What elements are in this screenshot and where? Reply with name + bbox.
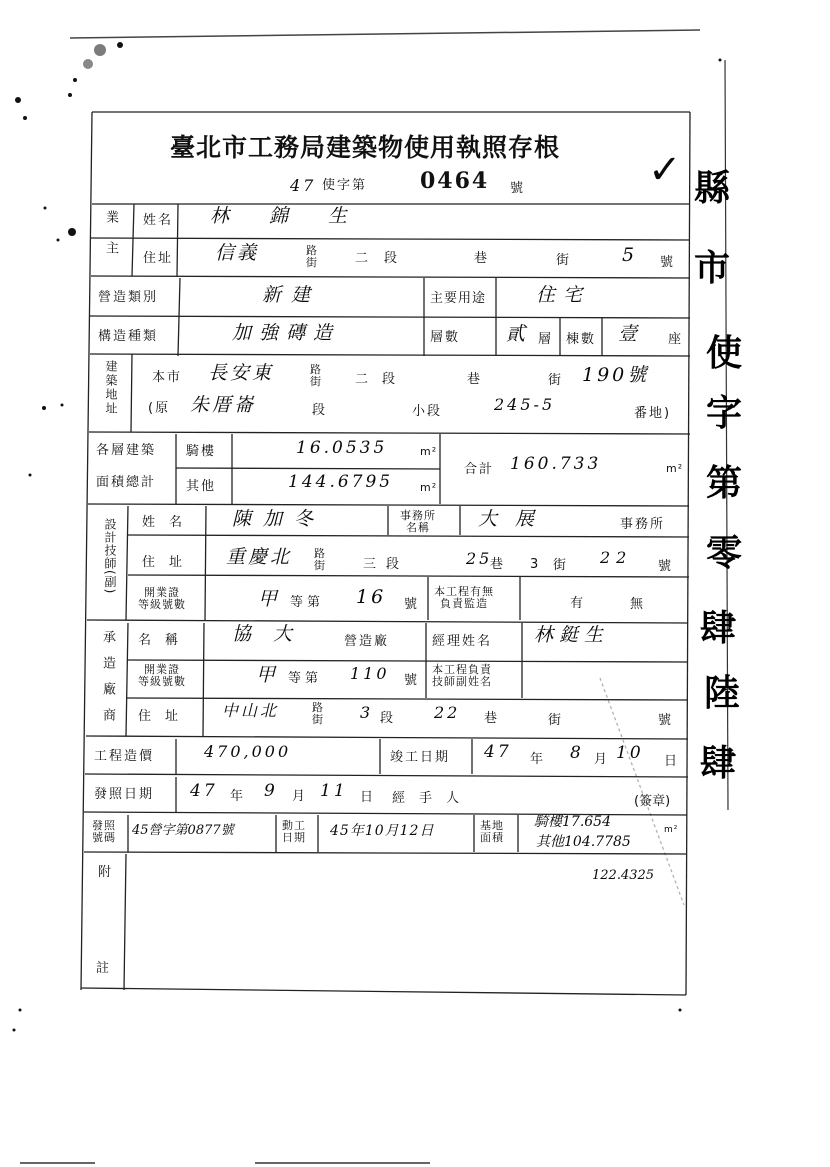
margin-char: 字 xyxy=(706,392,743,434)
area-label-line1: 各層建築 xyxy=(96,443,157,458)
designer-name: 陳加冬 xyxy=(232,508,326,530)
designer-cert-grade: 甲 xyxy=(258,588,281,610)
cost-label: 工程造價 xyxy=(94,749,155,764)
manager-name: 林鋌生 xyxy=(534,624,610,646)
permit-number-suffix: 號 xyxy=(510,181,526,196)
site-original-name: 朱厝崙 xyxy=(190,394,257,416)
owner-street-label: 街 xyxy=(556,253,572,268)
permit-number: 0464 xyxy=(420,168,490,194)
designer-lane-label: 巷 xyxy=(490,557,506,572)
completion-day: 10 xyxy=(616,743,644,763)
site-lot-label: 番地) xyxy=(634,406,672,421)
contractor-number-label: 號 xyxy=(658,713,674,728)
completion-date-label: 竣工日期 xyxy=(390,750,451,765)
site-road-label: 路 街 xyxy=(310,363,322,389)
contractor-section: 3 xyxy=(360,703,374,722)
contractor-name: 協大 xyxy=(232,623,315,645)
issue-year: 47 xyxy=(190,781,218,801)
designer-office-suffix: 事務所 xyxy=(620,517,666,532)
other-area-label: 其他 xyxy=(186,479,217,494)
total-area-label: 合計 xyxy=(464,462,495,477)
completion-year: 47 xyxy=(484,742,512,762)
owner-name-label: 姓名 xyxy=(143,213,174,228)
margin-char: 使 xyxy=(706,332,743,374)
designer-section-label: 設計技師(副) xyxy=(103,518,117,595)
structure-type: 加強磚造 xyxy=(232,322,341,344)
remarks-label-top: 附 xyxy=(98,865,114,880)
site-original-label: (原 xyxy=(148,401,171,416)
site-section-no-label: 二段 xyxy=(355,372,410,387)
completion-year-label: 年 xyxy=(530,752,546,767)
owner-section-no-label: 二段 xyxy=(355,251,414,266)
permit-year: 47 xyxy=(290,176,317,195)
build-type: 新建 xyxy=(262,284,321,306)
completion-month: 8 xyxy=(570,743,584,763)
contractor-address-road: 中山北 xyxy=(222,701,280,720)
margin-char: 肆 xyxy=(700,742,737,784)
remarks-label-bottom: 註 xyxy=(96,961,112,976)
blocks-unit: 座 xyxy=(668,332,684,347)
completion-day-label: 日 xyxy=(664,754,680,769)
cost-value: 470,000 xyxy=(204,742,292,761)
site-area-label: 基地 面積 xyxy=(480,819,504,845)
designer-street: 3 xyxy=(530,557,541,572)
owner-name: 林錦生 xyxy=(210,205,388,227)
contractor-section-label: 承造廠商 xyxy=(100,630,115,734)
margin-char: 陸 xyxy=(704,672,741,714)
margin-char: 肆 xyxy=(700,607,737,649)
site-area-sum: 122.4325 xyxy=(592,868,655,883)
other-area: 144.6795 xyxy=(288,472,394,492)
signature-label: (簽章) xyxy=(634,794,671,809)
issue-day: 11 xyxy=(320,781,348,801)
contractor-cert-label: 開業證 等級號數 xyxy=(138,663,186,689)
handler-label: 經手人 xyxy=(392,791,474,806)
supervise-has: 有 xyxy=(570,596,586,611)
site-street-label: 街 xyxy=(548,373,564,388)
designer-section: 三段 xyxy=(363,557,410,572)
floors-value: 貳 xyxy=(506,323,529,345)
permit-no-value: 45營字第0877號 xyxy=(132,823,234,838)
main-use: 住宅 xyxy=(536,284,591,306)
permit-number-label: 使字第 xyxy=(322,178,368,193)
owner-number-label: 號 xyxy=(660,255,676,270)
contractor-lane: 22 xyxy=(434,703,461,722)
contractor-street-label: 街 xyxy=(548,713,564,728)
contractor-name-label: 名稱 xyxy=(138,633,193,648)
site-area-line2: 其他104.7785 xyxy=(536,834,631,850)
contractor-cert-grade: 甲 xyxy=(256,664,279,686)
site-city: 本市 xyxy=(152,370,183,385)
site-section-label: 建築地址 xyxy=(104,360,118,416)
contractor-address-label: 住址 xyxy=(138,709,193,724)
site-road: 長安東 xyxy=(208,362,275,384)
arcade-unit: m² xyxy=(420,445,438,458)
designer-number: 22 xyxy=(600,548,633,567)
designer-address-road: 重慶北 xyxy=(226,546,293,568)
manager-name-label: 經理姓名 xyxy=(432,634,493,649)
other-unit: m² xyxy=(420,481,438,494)
build-type-label: 營造類別 xyxy=(98,290,159,305)
owner-lane-label: 巷 xyxy=(474,251,490,266)
completion-month-label: 月 xyxy=(594,752,610,767)
start-date-value: 45年10月12日 xyxy=(330,823,435,839)
designer-number-label: 號 xyxy=(658,559,674,574)
contractor-road-label: 路 街 xyxy=(312,701,324,727)
contractor-cert-number: 110 xyxy=(350,664,390,683)
structure-type-label: 構造種類 xyxy=(98,329,159,344)
blocks-value: 壹 xyxy=(618,323,641,345)
site-small-section-label: 小段 xyxy=(412,404,443,419)
designer-office-label: 事務所 名稱 xyxy=(400,509,436,535)
designer-address-label: 住址 xyxy=(142,555,197,570)
site-area-line1: 騎樓17.654 xyxy=(534,814,611,830)
margin-char: 縣 xyxy=(694,167,731,209)
owner-address-number: 5 xyxy=(622,244,638,266)
main-use-label: 主要用途 xyxy=(430,291,487,306)
owner-address-label: 住址 xyxy=(143,251,174,266)
issue-month-label: 月 xyxy=(292,789,308,804)
designer-supervise-label: 本工程有無 負責監造 xyxy=(434,585,494,611)
margin-char: 第 xyxy=(706,462,743,504)
contractor-lane-label: 巷 xyxy=(484,711,500,726)
contractor-name-suffix: 營造廠 xyxy=(344,634,390,649)
issue-month: 9 xyxy=(264,781,278,801)
designer-name-label: 姓名 xyxy=(142,515,197,530)
arcade-label: 騎樓 xyxy=(186,444,217,459)
designer-cert-label: 開業證 等級號數 xyxy=(138,586,186,612)
total-area: 160.733 xyxy=(510,454,602,474)
start-date-label: 動工 日期 xyxy=(282,819,306,845)
designer-street-label: 街 xyxy=(553,558,569,573)
designer-road-label: 路 街 xyxy=(314,547,326,573)
permit-no-label: 發照 號碼 xyxy=(92,819,116,845)
margin-char: 市 xyxy=(694,247,731,289)
site-area-unit: m² xyxy=(664,825,679,835)
owner-address-road: 信義 xyxy=(215,242,260,264)
total-unit: m² xyxy=(666,462,684,475)
designer-cert-number: 16 xyxy=(356,586,387,608)
designer-cert-mid: 等第 xyxy=(290,595,325,610)
site-number: 190號 xyxy=(582,364,650,386)
checkmark-icon: ✓ xyxy=(648,147,685,193)
supervise-none: 無 xyxy=(630,597,646,612)
designer-lane: 25 xyxy=(466,549,493,568)
document-title: 臺北市工務局建築物使用執照存根 xyxy=(170,133,561,162)
designer-cert-suffix: 號 xyxy=(404,597,420,612)
arcade-area: 16.0535 xyxy=(296,438,388,458)
issue-day-label: 日 xyxy=(360,790,376,805)
issue-date-label: 發照日期 xyxy=(94,787,155,802)
owner-road-label: 路 街 xyxy=(306,244,318,270)
floors-unit: 層 xyxy=(538,332,554,347)
site-lot-number: 245-5 xyxy=(494,395,556,414)
contractor-cert-mid: 等第 xyxy=(288,671,323,686)
margin-char: 零 xyxy=(706,532,743,574)
site-duan-label: 段 xyxy=(312,403,328,418)
blocks-label: 棟數 xyxy=(566,332,597,347)
contractor-cert-suffix: 號 xyxy=(404,673,420,688)
site-lane-label: 巷 xyxy=(467,372,483,387)
owner-section-label: 業主 xyxy=(103,210,118,272)
floors-label: 層數 xyxy=(430,330,461,345)
issue-year-label: 年 xyxy=(230,789,246,804)
area-label-line2: 面積總計 xyxy=(96,475,157,490)
contractor-section-label-char: 段 xyxy=(380,711,396,726)
contractor-tech-label: 本工程負責 技師副姓名 xyxy=(432,663,492,689)
designer-office: 大展 xyxy=(478,508,553,530)
